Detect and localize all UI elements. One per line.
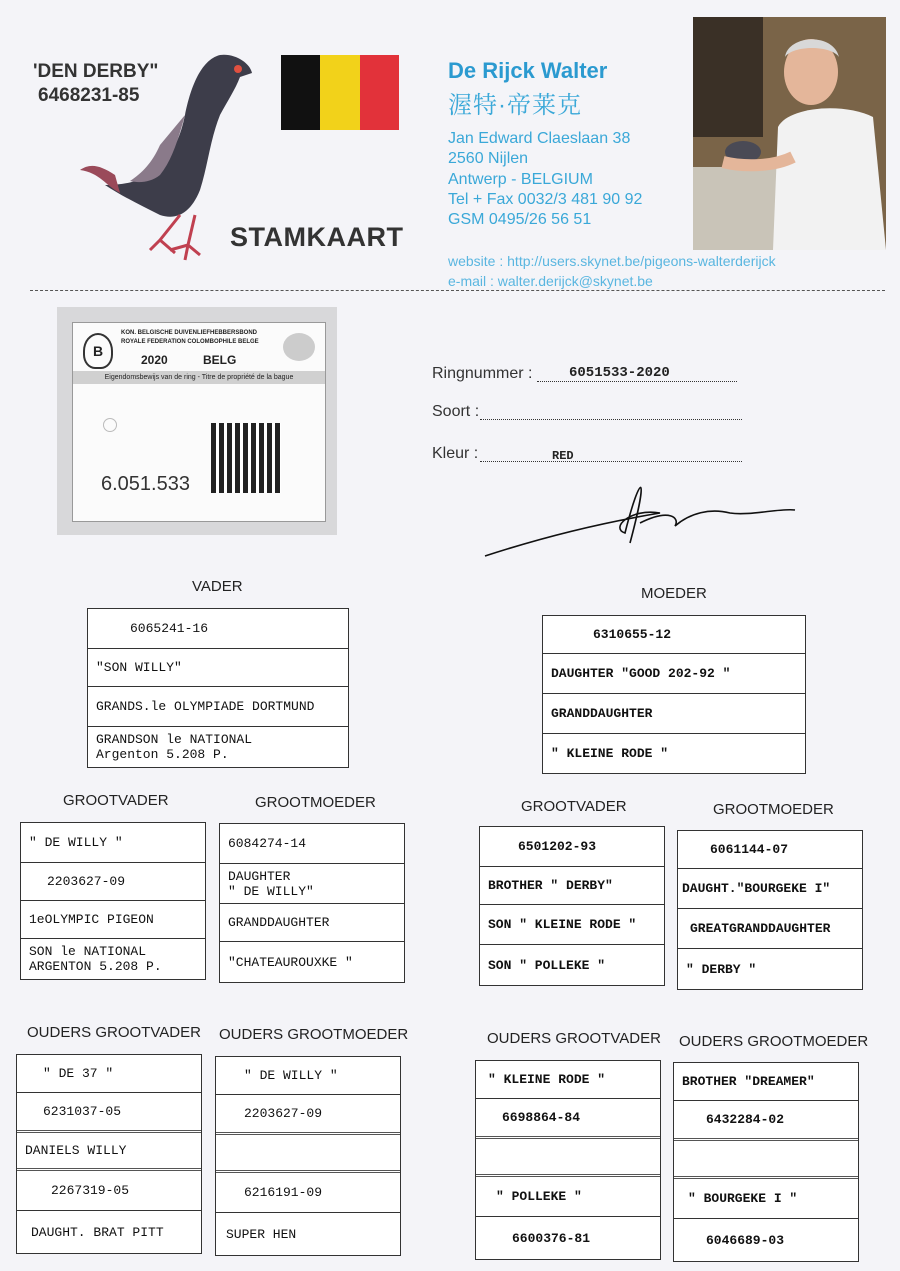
ownership-caption: Eigendomsbewijs van de ring - Titre de propriété de la bague xyxy=(73,371,325,384)
org-name-nl: KON. BELGISCHE DUIVENLIEFHEBBERSBOND xyxy=(121,330,258,336)
ring-year: 2020 xyxy=(141,353,168,367)
grootmoeder-box-2 xyxy=(677,830,863,990)
belgian-flag xyxy=(281,55,399,130)
gp4-line-1: 6061144-07 xyxy=(678,831,862,869)
flag-stripe-black xyxy=(281,55,320,130)
address-street: Jan Edward Claeslaan 38 xyxy=(448,130,631,147)
ggp4-line-1: BROTHER "DREAMER" xyxy=(674,1063,858,1101)
flag-stripe-red xyxy=(360,55,399,130)
moeder-name: DAUGHTER "GOOD 202-92 " xyxy=(543,654,805,694)
signature xyxy=(480,468,800,563)
vader-line-4: GRANDSON le NATIONAL Argenton 5.208 P. xyxy=(96,732,253,762)
ggp3-line-3 xyxy=(476,1139,660,1177)
ggp2-line-5: SUPER HEN xyxy=(226,1226,297,1242)
divider xyxy=(30,290,885,291)
moeder-label: MOEDER xyxy=(641,585,707,602)
punch-hole-icon xyxy=(103,418,117,432)
moeder-box xyxy=(542,615,806,774)
grootvader-box-2 xyxy=(479,826,665,986)
qr-code-icon xyxy=(211,423,281,493)
website-link[interactable]: website : http://users.skynet.be/pigeons-walterderijck xyxy=(448,253,776,269)
gp3-line-4: SON " POLLEKE " xyxy=(488,957,606,973)
ggp3-line-1: " KLEINE RODE " xyxy=(476,1061,660,1099)
ouders-grootmoeder-box-1 xyxy=(215,1056,401,1256)
ggp4-line-3 xyxy=(674,1141,858,1179)
ouders-grootvader-box-1 xyxy=(16,1054,202,1254)
ring-number-dots xyxy=(537,381,737,382)
grootvader-box-1 xyxy=(20,822,206,980)
gp1-line-1: " DE WILLY " xyxy=(21,823,205,863)
breeder-name-chinese: 渥特·帝莱克 xyxy=(448,92,582,119)
mobile-phone: GSM 0495/26 56 51 xyxy=(448,211,592,228)
ouders-grootmoeder-box-2 xyxy=(673,1062,859,1262)
moeder-ring: 6310655-12 xyxy=(543,616,805,654)
gp1-line-4: SON le NATIONAL ARGENTON 5.208 P. xyxy=(29,944,162,974)
org-name-fr: ROYALE FEDERATION COLOMBOPHILE BELGE xyxy=(121,339,259,345)
ggp4-line-4: " BOURGEKE I " xyxy=(674,1179,858,1219)
gp4-line-3: GREATGRANDDAUGHTER xyxy=(678,909,862,949)
breeder-name: De Rijck Walter xyxy=(448,58,608,83)
grootvader-label-2: GROOTVADER xyxy=(521,798,627,815)
ggp1-line-2: 6231037-05 xyxy=(17,1093,201,1133)
ring-card-number: 6.051.533 xyxy=(101,473,190,495)
soort-label: Soort : xyxy=(432,403,480,420)
gp4-line-2: DAUGHT."BOURGEKE I" xyxy=(678,869,862,909)
gp3-line-2: BROTHER " DERBY" xyxy=(480,867,664,905)
ggp1-line-3: DANIELS WILLY xyxy=(17,1133,201,1171)
gp3-line-1: 6501202-93 xyxy=(480,827,664,867)
soort-dots xyxy=(480,419,742,420)
gp1-line-2: 2203627-09 xyxy=(21,863,205,901)
grootmoeder-label-1: GROOTMOEDER xyxy=(255,794,376,811)
page-title: STAMKAART xyxy=(230,222,404,252)
ouders-grootmoeder-label-1: OUDERS GROOTMOEDER xyxy=(219,1026,409,1043)
ring-country: BELG xyxy=(203,353,237,367)
kleur-label: Kleur : xyxy=(432,445,479,462)
ggp2-line-1: " DE WILLY " xyxy=(216,1057,400,1095)
kleur-value: RED xyxy=(552,449,574,463)
federation-emblem-icon xyxy=(283,333,315,361)
moeder-line-4: " KLEINE RODE " xyxy=(551,746,669,761)
gp4-line-4: " DERBY " xyxy=(686,961,757,977)
ouders-grootvader-label-1: OUDERS GROOTVADER xyxy=(27,1024,201,1041)
pigeon-name: 'DEN DERBY" xyxy=(33,61,159,82)
ring-number-value: 6051533-2020 xyxy=(569,365,670,381)
vader-line-3: GRANDS.le OLYMPIADE DORTMUND xyxy=(88,687,348,727)
ggp1-line-5: DAUGHT. BRAT PITT xyxy=(31,1224,164,1240)
gp1-line-3: 1eOLYMPIC PIGEON xyxy=(21,901,205,939)
gp2-line-2: DAUGHTER " DE WILLY" xyxy=(220,864,404,904)
grootmoeder-box-1 xyxy=(219,823,405,983)
vader-label: VADER xyxy=(192,578,243,595)
ggp1-line-4: 2267319-05 xyxy=(17,1171,201,1211)
ouders-grootvader-label-2: OUDERS GROOTVADER xyxy=(487,1030,661,1047)
gp2-line-4: "CHATEAUROUXKE " xyxy=(228,954,353,970)
grootmoeder-label-2: GROOTMOEDER xyxy=(713,801,834,818)
ring-certificate xyxy=(72,322,326,522)
vader-ring: 6065241-16 xyxy=(88,609,348,649)
gp2-line-1: 6084274-14 xyxy=(220,824,404,864)
ggp4-line-2: 6432284-02 xyxy=(674,1101,858,1141)
ggp4-line-5: 6046689-03 xyxy=(706,1232,785,1248)
ggp2-line-3 xyxy=(216,1135,400,1173)
ggp2-line-4: 6216191-09 xyxy=(216,1173,400,1213)
ouders-grootmoeder-label-2: OUDERS GROOTMOEDER xyxy=(679,1033,869,1050)
breeder-photo-drawing xyxy=(693,17,886,250)
breeder-photo xyxy=(693,17,886,250)
ggp3-line-4: " POLLEKE " xyxy=(476,1177,660,1217)
flag-stripe-yellow xyxy=(320,55,359,130)
ouders-grootvader-box-2 xyxy=(475,1060,661,1260)
email-link[interactable]: e-mail : walter.derijck@skynet.be xyxy=(448,273,653,289)
gp2-line-3: GRANDDAUGHTER xyxy=(220,904,404,942)
ring-number-row xyxy=(432,365,532,383)
ring-number-label: Ringnummer : xyxy=(432,365,533,382)
ggp3-line-2: 6698864-84 xyxy=(476,1099,660,1139)
kbdb-logo-icon: B xyxy=(83,333,113,369)
ggp2-line-2: 2203627-09 xyxy=(216,1095,400,1135)
address-region: Antwerp - BELGIUM xyxy=(448,171,593,188)
phone-fax: Tel + Fax 0032/3 481 90 92 xyxy=(448,191,643,208)
ggp1-line-1: " DE 37 " xyxy=(17,1055,201,1093)
vader-box xyxy=(87,608,349,768)
address-city: 2560 Nijlen xyxy=(448,150,529,167)
moeder-line-3: GRANDDAUGHTER xyxy=(543,694,805,734)
gp3-line-3: SON " KLEINE RODE " xyxy=(480,905,664,945)
grootvader-label-1: GROOTVADER xyxy=(63,792,169,809)
vader-name: "SON WILLY" xyxy=(88,649,348,687)
ggp3-line-5: 6600376-81 xyxy=(512,1230,591,1246)
kleur-dots xyxy=(480,461,742,462)
pigeon-ring-number: 6468231-85 xyxy=(38,85,140,106)
